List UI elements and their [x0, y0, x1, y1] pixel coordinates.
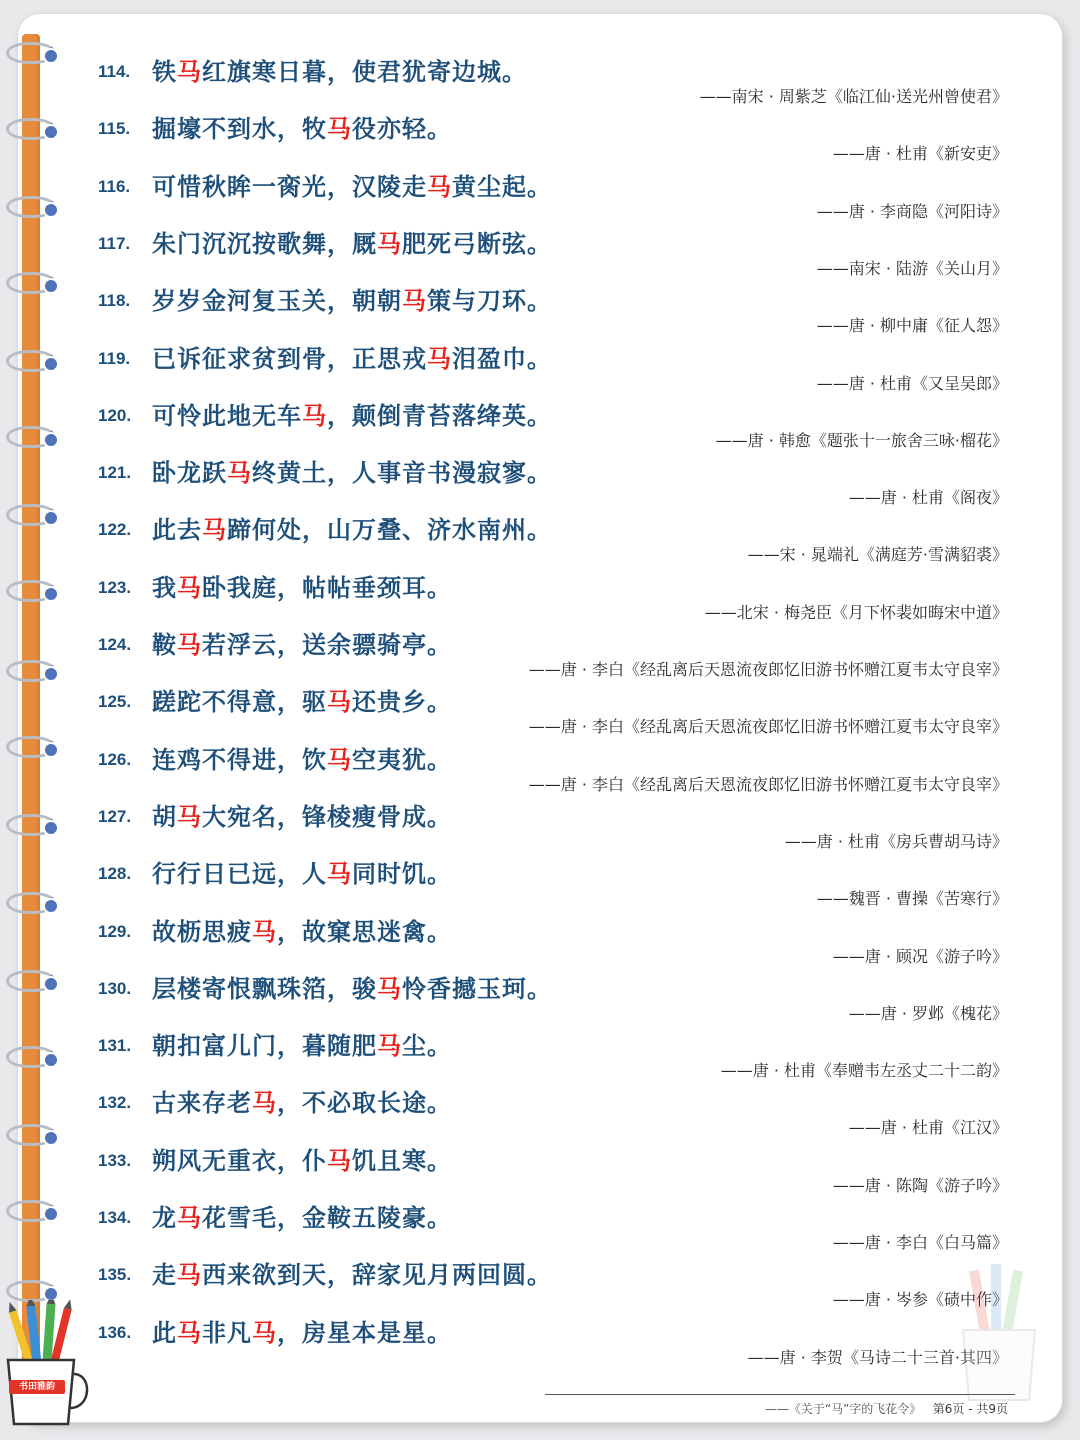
highlighted-character: 马 — [177, 573, 202, 602]
highlighted-character: 马 — [177, 58, 202, 86]
entry-number: 126. — [98, 749, 132, 769]
entry-number: 136. — [98, 1322, 132, 1342]
entry-number: 119. — [98, 348, 131, 368]
verse-line — [152, 1141, 452, 1176]
highlighted-character: 马 — [327, 115, 352, 144]
verse-source: ——南宋 · 陆游《关山月》 — [816, 258, 1008, 278]
verse-source: ——唐 · 杜甫《新安吏》 — [832, 144, 1008, 164]
logo-label: 书田雅韵 — [9, 1380, 65, 1394]
verse-text: 已诉征求贫到骨，正思戎 — [152, 344, 427, 373]
highlighted-character: 马 — [327, 1146, 352, 1175]
entry-number: 128. — [98, 864, 132, 884]
page-footer — [765, 1400, 1008, 1417]
highlighted-character: 马 — [227, 459, 252, 488]
highlighted-character: 马 — [177, 802, 202, 831]
highlighted-character: 马 — [202, 516, 227, 545]
verse-text: 空夷犹。 — [352, 745, 452, 774]
verse-source: ——唐 · 杜甫《又呈吴郎》 — [816, 373, 1008, 393]
verse-text: 走 — [152, 1261, 177, 1290]
verse-text: 卧龙跃 — [152, 459, 227, 488]
verse-text: 同时饥。 — [352, 860, 452, 889]
verse-text: 朔风无重衣，仆 — [152, 1146, 327, 1175]
verse-text: 故枥思疲 — [152, 917, 252, 946]
highlighted-character: 马 — [252, 1318, 277, 1347]
highlighted-character: 马 — [177, 1204, 202, 1232]
verse-line — [152, 109, 452, 144]
verse-line — [152, 912, 452, 947]
verse-text: 饥且寒。 — [352, 1146, 452, 1175]
verse-text: 策与刀环。 — [427, 287, 552, 316]
entry-number: 117. — [98, 233, 131, 253]
verse-text: 连鸡不得进，饮 — [152, 745, 327, 774]
verse-text: 花雪毛，金鞍五陵豪。 — [202, 1204, 452, 1232]
verse-line — [152, 1083, 452, 1118]
verse-text: 终黄土，人事音书漫寂寥。 — [252, 459, 552, 488]
verse-text: 红旗寒日暮，使君犹寄边城。 — [202, 58, 527, 86]
highlighted-character: 马 — [327, 860, 352, 889]
highlighted-character: 马 — [177, 1318, 202, 1347]
highlighted-character: 马 — [402, 287, 427, 316]
entry-number: 114. — [98, 62, 131, 81]
poem-entry — [0, 1318, 1080, 1378]
verse-text: ，故窠思迷禽。 — [277, 917, 452, 946]
verse-source: ——唐 · 韩愈《题张十一旅舍三咏·榴花》 — [715, 430, 1008, 450]
verse-text: 铁 — [152, 58, 177, 86]
highlighted-character: 马 — [427, 172, 452, 201]
verse-source: ——唐 · 李贺《马诗二十三首·其四》 — [747, 1347, 1008, 1367]
verse-text: 黄尘起。 — [452, 172, 552, 201]
verse-source: ——唐 · 李白《经乱离后天恩流夜郎忆旧游书怀赠江夏韦太守良宰》 — [528, 717, 1008, 737]
verse-text: ，房星本是星。 — [277, 1318, 452, 1347]
entry-number: 120. — [98, 405, 132, 425]
verse-line — [152, 1198, 452, 1233]
verse-line — [152, 510, 552, 545]
verse-text: ，不必取长途。 — [277, 1089, 452, 1118]
entry-number: 115. — [98, 119, 131, 139]
verse-text: 蹄何处，山万叠、济水南州。 — [227, 516, 552, 545]
verse-source: ——唐 · 李白《经乱离后天恩流夜郎忆旧游书怀赠江夏韦太守良宰》 — [528, 774, 1008, 794]
highlighted-character: 马 — [327, 745, 352, 774]
verse-text: 泪盈巾。 — [452, 344, 552, 373]
entry-number: 127. — [98, 806, 132, 826]
watermark-cup — [955, 1260, 1045, 1410]
verse-text: 掘壕不到水，牧 — [152, 115, 327, 144]
verse-text: 可惜秋眸一脔光，汉陵走 — [152, 172, 427, 201]
verse-line — [152, 969, 552, 1004]
entry-number: 118. — [98, 291, 131, 311]
entry-number: 130. — [98, 978, 132, 998]
verse-line — [152, 1313, 452, 1348]
verse-text: 胡 — [152, 802, 177, 831]
verse-text: 朝扣富儿门，暮随肥 — [152, 1032, 377, 1061]
entry-number: 123. — [98, 577, 132, 597]
verse-line — [152, 682, 452, 717]
verse-text: 岁岁金河复玉关，朝朝 — [152, 287, 402, 316]
verse-text: 若浮云，送余骠骑亭。 — [202, 631, 452, 659]
verse-source: ——唐 · 顾况《游子吟》 — [832, 946, 1008, 966]
highlighted-character: 马 — [252, 1089, 277, 1118]
verse-line — [152, 740, 452, 775]
verse-text: 鞍 — [152, 631, 177, 659]
verse-text: 龙 — [152, 1204, 177, 1232]
verse-source: ——唐 · 李白《白马篇》 — [832, 1233, 1008, 1252]
verse-line — [152, 167, 552, 202]
footer-title: ——《关于“马”字的飞花令》 — [764, 1402, 922, 1416]
verse-line — [152, 854, 452, 889]
verse-text: 役亦轻。 — [352, 115, 452, 144]
verse-text: ，颠倒青苔落绛英。 — [327, 401, 552, 430]
verse-line — [152, 52, 527, 87]
verse-line — [152, 453, 552, 488]
verse-line — [152, 339, 552, 374]
verse-line — [152, 1255, 552, 1290]
verse-text: 蹉跎不得意，驱 — [152, 688, 327, 717]
highlighted-character: 马 — [177, 631, 202, 659]
verse-source: ——宋 · 晁端礼《满庭芳·雪满貂裘》 — [747, 545, 1008, 565]
verse-line — [152, 224, 552, 259]
page-number: 第6页 - 共9页 — [932, 1402, 1008, 1416]
verse-source: ——北宋 · 梅尧臣《月下怀裴如晦宋中道》 — [704, 602, 1008, 622]
highlighted-character: 马 — [177, 1261, 202, 1290]
verse-text: 行行日已远，人 — [152, 860, 327, 889]
verse-line — [152, 625, 452, 660]
entry-number: 133. — [98, 1150, 132, 1170]
highlighted-character: 马 — [302, 401, 327, 430]
entry-number: 132. — [98, 1093, 132, 1113]
verse-source: ——唐 · 陈陶《游子吟》 — [832, 1175, 1008, 1195]
verse-source: ——唐 · 李白《经乱离后天恩流夜郎忆旧游书怀赠江夏韦太守良宰》 — [528, 660, 1008, 679]
footer-divider — [545, 1394, 1015, 1395]
entry-number: 129. — [98, 921, 132, 941]
verse-source: ——唐 · 杜甫《阁夜》 — [848, 488, 1008, 508]
verse-line — [152, 797, 452, 832]
verse-source: ——唐 · 罗邺《槐花》 — [848, 1003, 1008, 1023]
verse-text: 西来欲到天，辞家见月两回圆。 — [202, 1261, 552, 1290]
highlighted-character: 马 — [377, 974, 402, 1003]
verse-source: ——唐 · 杜甫《房兵曹胡马诗》 — [784, 831, 1008, 851]
highlighted-character: 马 — [377, 1032, 402, 1061]
entry-number: 125. — [98, 692, 132, 712]
verse-text: 卧我庭，帖帖垂颈耳。 — [202, 573, 452, 602]
verse-text: 可怜此地无车 — [152, 401, 302, 430]
verse-source: ——南宋 · 周紫芝《临江仙·送光州曾使君》 — [699, 87, 1008, 106]
verse-text: 大宛名，锋棱瘦骨成。 — [202, 802, 452, 831]
highlighted-character: 马 — [252, 917, 277, 946]
verse-text: 非凡 — [202, 1318, 252, 1347]
verse-text: 层楼寄恨飘珠箔，骏 — [152, 974, 377, 1003]
verse-text: 朱门沉沉按歌舞，厩 — [152, 229, 377, 258]
entry-number: 124. — [98, 635, 132, 654]
verse-line — [152, 568, 452, 603]
verse-source: ——唐 · 柳中庸《征人怨》 — [816, 316, 1008, 336]
entry-number: 135. — [98, 1265, 132, 1285]
verse-text: 肥死弓断弦。 — [402, 229, 552, 258]
verse-line — [152, 281, 552, 316]
verse-line — [152, 1026, 452, 1061]
highlighted-character: 马 — [327, 688, 352, 717]
verse-source: ——唐 · 杜甫《江汉》 — [848, 1118, 1008, 1138]
verse-text: 还贵乡。 — [352, 688, 452, 717]
highlighted-character: 马 — [377, 229, 402, 258]
entry-number: 134. — [98, 1208, 132, 1227]
verse-text: 尘。 — [402, 1032, 452, 1061]
verse-line — [152, 396, 552, 431]
verse-text: 此 — [152, 1318, 177, 1347]
verse-source: ——唐 · 岑参《碛中作》 — [832, 1290, 1008, 1310]
verse-text: 此去 — [152, 516, 202, 545]
verse-text: 怜香撼玉珂。 — [402, 974, 552, 1003]
verse-source: ——唐 · 杜甫《奉赠韦左丞丈二十二韵》 — [720, 1061, 1008, 1081]
pencil-cup-logo — [4, 1300, 96, 1430]
entry-number: 122. — [98, 520, 132, 540]
verse-text: 我 — [152, 573, 177, 602]
entry-number: 131. — [98, 1036, 132, 1056]
entry-number: 121. — [98, 463, 132, 483]
highlighted-character: 马 — [427, 344, 452, 373]
verse-source: ——唐 · 李商隐《河阳诗》 — [816, 201, 1008, 221]
verse-text: 古来存老 — [152, 1089, 252, 1118]
entry-number: 116. — [98, 176, 131, 196]
verse-source: ——魏晋 · 曹操《苦寒行》 — [816, 889, 1008, 909]
